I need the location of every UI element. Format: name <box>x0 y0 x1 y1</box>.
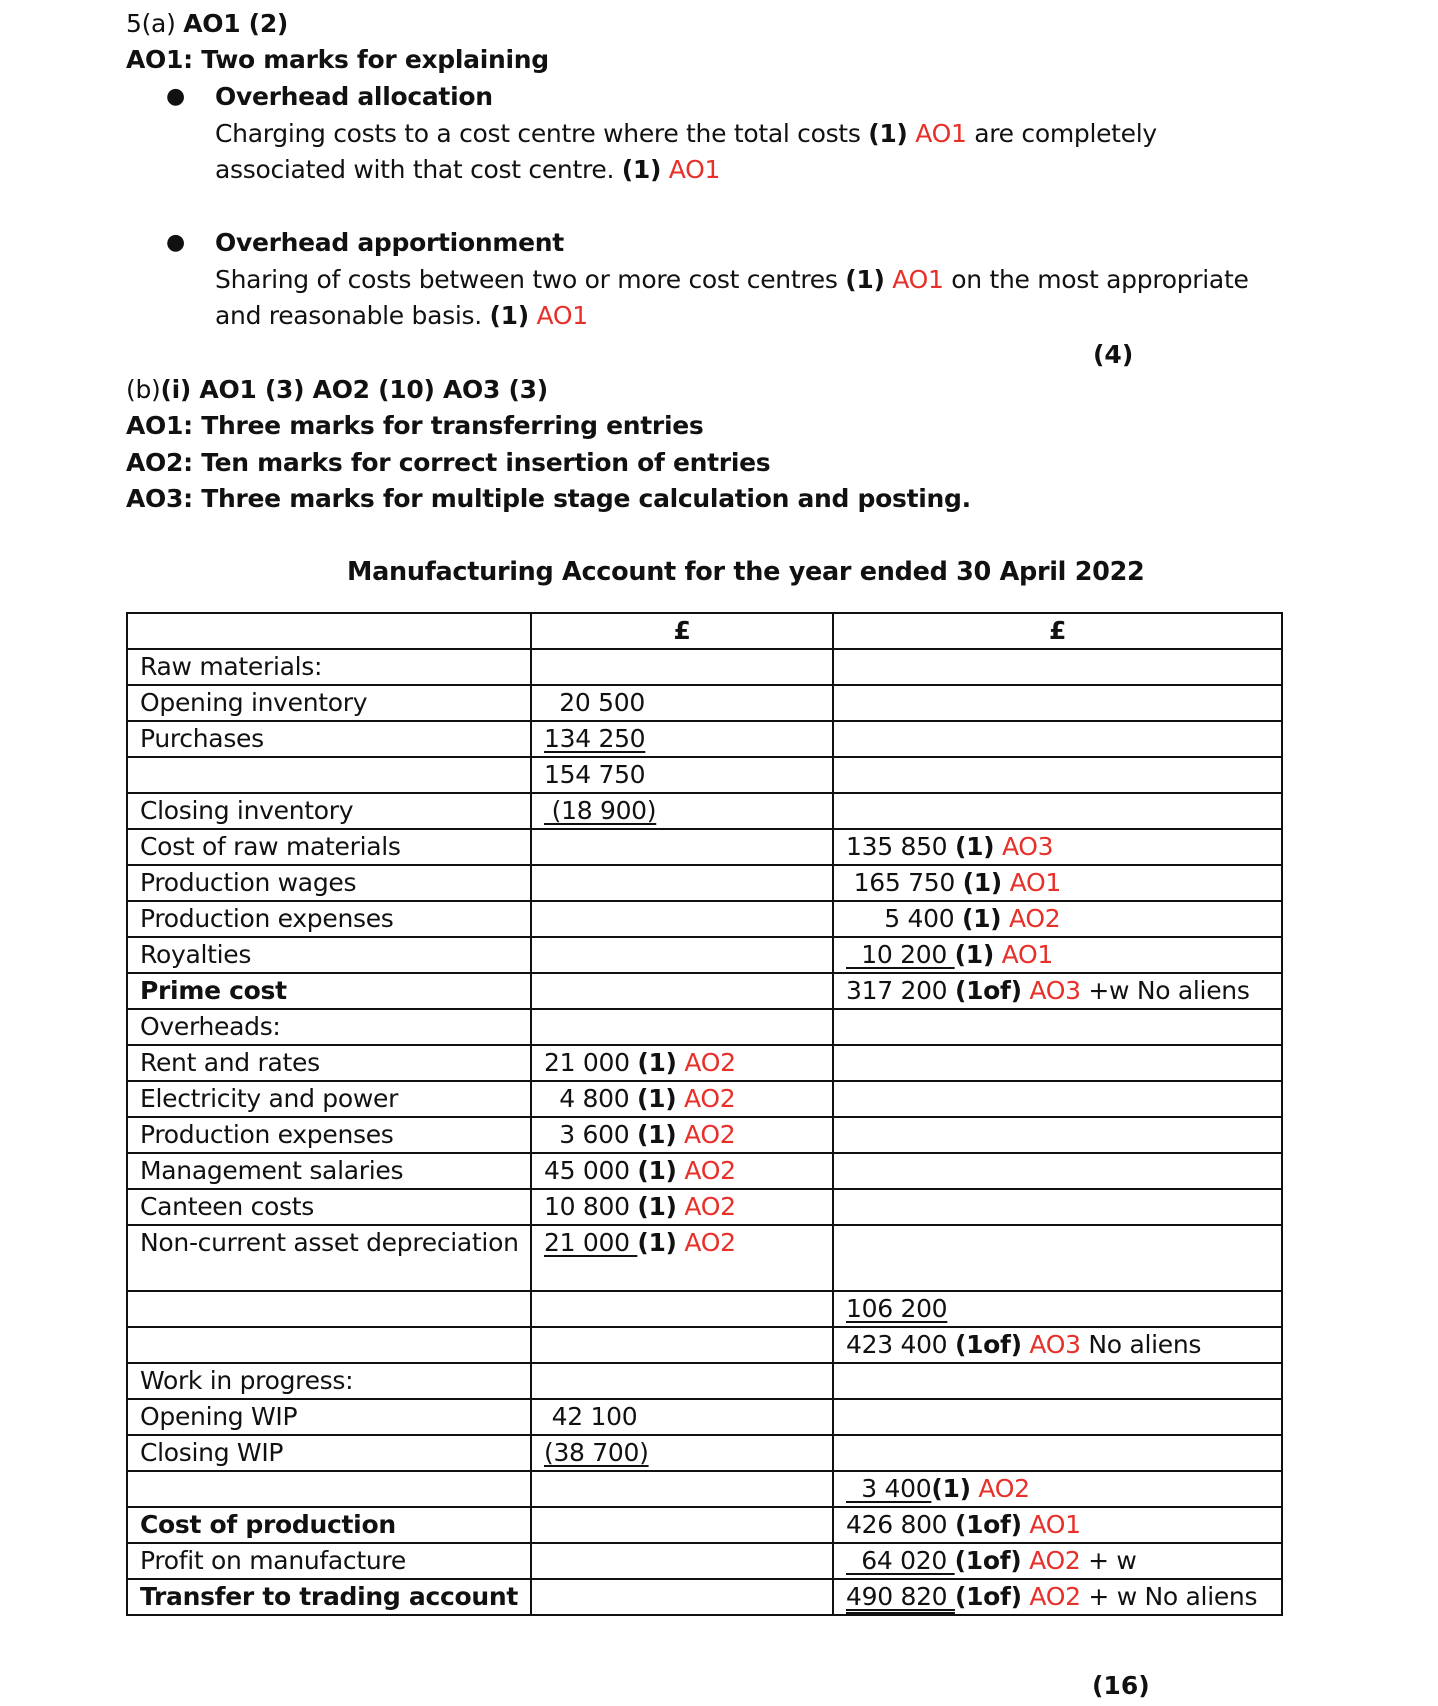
row-label <box>127 973 531 1009</box>
ao-label: AO2 <box>1001 904 1061 933</box>
part-b-heading <box>126 372 548 408</box>
part-a-total-marks: (4) <box>1093 340 1134 369</box>
row-label-text: Management salaries <box>140 1156 404 1185</box>
col2-amount-cell <box>531 1189 833 1225</box>
col3-amount-cell <box>833 1327 1282 1363</box>
amount: 21 000 <box>544 1048 638 1077</box>
table-row <box>127 1435 1282 1471</box>
col3-amount-cell <box>833 1543 1282 1579</box>
col2-amount-cell <box>531 937 833 973</box>
col2-amount-cell <box>531 1081 833 1117</box>
col3-amount-cell <box>833 865 1282 901</box>
table-row <box>127 865 1282 901</box>
mark: (1of) <box>954 1330 1022 1359</box>
col2-amount-cell <box>531 685 833 721</box>
col3-amount-cell <box>833 793 1282 829</box>
table-row <box>127 1045 1282 1081</box>
text: Charging costs to a cost centre where the total costs <box>215 119 869 148</box>
table-row <box>127 685 1282 721</box>
examiner-note: No aliens <box>1080 1330 1202 1359</box>
part-b-marks: (i) AO1 (3) AO2 (10) AO3 (3) <box>160 375 548 404</box>
col2-amount-cell <box>531 1543 833 1579</box>
col2-amount-cell <box>531 757 833 793</box>
col2-amount-cell <box>531 1117 833 1153</box>
table-row <box>127 1153 1282 1189</box>
row-label <box>127 865 531 901</box>
col3-amount-cell <box>833 721 1282 757</box>
mark: (1) <box>637 1156 677 1185</box>
col3-amount-cell <box>833 1081 1282 1117</box>
amount: 10 800 <box>544 1192 638 1221</box>
table-row <box>127 1363 1282 1399</box>
row-label-text: Closing inventory <box>140 796 354 825</box>
row-label <box>127 757 531 793</box>
amount: 490 820 <box>846 1582 955 1611</box>
col2-amount-cell <box>531 1579 833 1615</box>
mark: (1of) <box>954 976 1022 1005</box>
table-row <box>127 1291 1282 1327</box>
row-label-text: Royalties <box>140 940 252 969</box>
table-row <box>127 1543 1282 1579</box>
row-label <box>127 1291 531 1327</box>
table-row <box>127 1117 1282 1153</box>
col3-amount-cell <box>833 685 1282 721</box>
col3-amount-cell <box>833 1153 1282 1189</box>
text: associated with that cost centre. <box>215 155 622 184</box>
table-row <box>127 793 1282 829</box>
examiner-note: +w No aliens <box>1080 976 1250 1005</box>
amount: (38 700) <box>544 1438 649 1467</box>
ao-label: AO1 <box>668 155 721 184</box>
mark: (1) <box>845 265 885 294</box>
col3-amount-cell <box>833 1363 1282 1399</box>
row-label <box>127 1225 531 1291</box>
row-label-text: Production wages <box>140 868 357 897</box>
amount: 426 800 <box>846 1510 955 1539</box>
row-label <box>127 1009 531 1045</box>
ao-label: AO1 <box>993 940 1053 969</box>
part-b-prefix: (b) <box>126 375 161 404</box>
examiner-note: + w No aliens <box>1080 1582 1258 1611</box>
col2-amount-cell <box>531 1435 833 1471</box>
bullet-icon: ● <box>166 230 186 255</box>
col2-amount-cell <box>531 1399 833 1435</box>
table-row <box>127 973 1282 1009</box>
ao-label: AO2 <box>676 1228 736 1257</box>
row-label-text: Electricity and power <box>140 1084 399 1113</box>
col2-amount-cell <box>531 1327 833 1363</box>
row-label <box>127 1189 531 1225</box>
amount: 165 750 <box>846 868 963 897</box>
row-label-text: Rent and rates <box>140 1048 320 1077</box>
row-label <box>127 1471 531 1507</box>
text: on the most appropriate <box>943 265 1249 294</box>
table-row <box>127 1225 1282 1291</box>
text: and reasonable basis. <box>215 301 490 330</box>
col2-amount-cell <box>531 1225 833 1291</box>
table-row <box>127 649 1282 685</box>
amount: 134 250 <box>544 724 646 753</box>
row-label-text: Work in progress: <box>140 1366 354 1395</box>
col3-amount-cell <box>833 973 1282 1009</box>
row-label-text: Closing WIP <box>140 1438 284 1467</box>
header-currency-col2: £ <box>531 613 833 649</box>
ao-label: AO2 <box>676 1120 736 1149</box>
row-label <box>127 685 531 721</box>
ao-label: AO2 <box>1021 1546 1081 1575</box>
row-label-text: Profit on manufacture <box>140 1546 406 1575</box>
mark: (1of) <box>954 1510 1022 1539</box>
mark: (1) <box>637 1048 677 1077</box>
col3-amount-cell <box>833 1225 1282 1291</box>
ao-label: AO1 <box>915 119 967 148</box>
col2-amount-cell <box>531 1363 833 1399</box>
row-label <box>127 937 531 973</box>
col3-amount-cell <box>833 1579 1282 1615</box>
table-row <box>127 937 1282 973</box>
col3-amount-cell <box>833 757 1282 793</box>
bullet-icon: ● <box>166 84 186 109</box>
table-row <box>127 1399 1282 1435</box>
item-text-apportionment-line2 <box>215 298 588 334</box>
row-label-text: Opening WIP <box>140 1402 298 1431</box>
manufacturing-account-table <box>126 612 1283 1616</box>
amount: 4 800 <box>544 1084 638 1113</box>
ao-label: AO2 <box>676 1084 736 1113</box>
item-text-allocation-line1 <box>215 116 1157 152</box>
table-row <box>127 721 1282 757</box>
col3-amount-cell <box>833 937 1282 973</box>
item-title-allocation: Overhead allocation <box>215 82 493 111</box>
col3-amount-cell <box>833 901 1282 937</box>
ao-label: AO2 <box>970 1474 1030 1503</box>
examiner-note: + w <box>1080 1546 1137 1575</box>
mark: (1) <box>621 155 662 184</box>
amount: 3 600 <box>544 1120 638 1149</box>
table-row <box>127 1009 1282 1045</box>
amount: 423 400 <box>846 1330 955 1359</box>
col3-amount-cell <box>833 1117 1282 1153</box>
amount: 154 750 <box>544 760 646 789</box>
mark: (1) <box>962 868 1002 897</box>
amount: 21 000 <box>544 1228 638 1257</box>
col3-amount-cell <box>833 1507 1282 1543</box>
col3-amount-cell <box>833 1045 1282 1081</box>
item-text-apportionment-line1 <box>215 262 1249 298</box>
amount: 42 100 <box>544 1402 638 1431</box>
amount: 45 000 <box>544 1156 638 1185</box>
amount: 20 500 <box>544 688 645 717</box>
mark: (1) <box>637 1228 677 1257</box>
row-label-text: Purchases <box>140 724 264 753</box>
mark: (1) <box>637 1192 677 1221</box>
row-label-text: Cost of raw materials <box>140 832 401 861</box>
col3-amount-cell <box>833 1009 1282 1045</box>
col2-amount-cell <box>531 1045 833 1081</box>
col2-amount-cell <box>531 1507 833 1543</box>
row-label <box>127 721 531 757</box>
ao-label: AO1 <box>892 265 944 294</box>
col2-amount-cell <box>531 1009 833 1045</box>
col3-amount-cell <box>833 829 1282 865</box>
mark: (1) <box>961 904 1002 933</box>
table-row <box>127 901 1282 937</box>
col3-amount-cell <box>833 1399 1282 1435</box>
col3-amount-cell <box>833 1435 1282 1471</box>
row-label-text: Prime cost <box>140 976 287 1005</box>
criteria-ao3: AO3: Three marks for multiple stage calculation and posting. <box>126 484 971 513</box>
table-header-row <box>127 613 1282 649</box>
col2-amount-cell <box>531 829 833 865</box>
ao-label: AO2 <box>676 1192 736 1221</box>
mark: (1of) <box>954 1582 1022 1611</box>
row-label-text: Production expenses <box>140 1120 394 1149</box>
table-row <box>127 829 1282 865</box>
row-label-text: Cost of production <box>140 1510 396 1539</box>
table-row <box>127 1471 1282 1507</box>
mark: (1) <box>931 1474 971 1503</box>
col2-amount-cell <box>531 865 833 901</box>
col2-amount-cell <box>531 973 833 1009</box>
row-label <box>127 1117 531 1153</box>
row-label <box>127 1507 531 1543</box>
mark: (1of) <box>954 1546 1022 1575</box>
ao-label: AO1 <box>1001 868 1061 897</box>
mark: (1) <box>489 301 529 330</box>
col2-amount-cell <box>531 1471 833 1507</box>
part-a-prefix: 5(a) <box>126 9 184 38</box>
amount: (18 900) <box>544 796 657 825</box>
part-a-marks: AO1 (2) <box>183 9 289 38</box>
mark: (1) <box>637 1084 677 1113</box>
mark: (1) <box>868 119 908 148</box>
ao-label: AO3 <box>1021 1330 1081 1359</box>
criteria-ao1: AO1: Three marks for transferring entries <box>126 411 704 440</box>
row-label <box>127 1327 531 1363</box>
ao-label: AO3 <box>1021 976 1081 1005</box>
col2-amount-cell <box>531 1153 833 1189</box>
ao-label: AO2 <box>676 1156 736 1185</box>
amount: 106 200 <box>846 1294 948 1323</box>
row-label-text: Production expenses <box>140 904 394 933</box>
ao-label: AO2 <box>676 1048 736 1077</box>
col3-amount-cell <box>833 1471 1282 1507</box>
table-row <box>127 1507 1282 1543</box>
criteria-ao2: AO2: Ten marks for correct insertion of entries <box>126 448 771 477</box>
table-row <box>127 1081 1282 1117</box>
part-b-total-marks: (16) <box>1092 1671 1150 1700</box>
text: are completely <box>966 119 1157 148</box>
row-label <box>127 1153 531 1189</box>
table-row <box>127 1189 1282 1225</box>
table-row <box>127 757 1282 793</box>
table-row <box>127 1579 1282 1615</box>
col3-amount-cell <box>833 1291 1282 1327</box>
amount: 64 020 <box>846 1546 955 1575</box>
row-label-text: Non-current asset depreciation <box>140 1228 519 1257</box>
ao-label: AO3 <box>994 832 1054 861</box>
item-text-allocation-line2 <box>215 152 720 188</box>
row-label-text: Opening inventory <box>140 688 368 717</box>
row-label <box>127 1543 531 1579</box>
row-label <box>127 649 531 685</box>
col2-amount-cell <box>531 649 833 685</box>
header-blank <box>127 613 531 649</box>
col2-amount-cell <box>531 901 833 937</box>
col2-amount-cell <box>531 1291 833 1327</box>
row-label <box>127 1081 531 1117</box>
mark: (1) <box>637 1120 677 1149</box>
row-label <box>127 829 531 865</box>
item-title-apportionment: Overhead apportionment <box>215 228 564 257</box>
text: Sharing of costs between two or more cost centres <box>215 265 846 294</box>
amount: 317 200 <box>846 976 955 1005</box>
col2-amount-cell <box>531 721 833 757</box>
mark: (1) <box>954 940 994 969</box>
amount: 3 400 <box>846 1474 932 1503</box>
mark: (1) <box>954 832 995 861</box>
amount: 135 850 <box>846 832 955 861</box>
col2-amount-cell <box>531 793 833 829</box>
row-label <box>127 901 531 937</box>
amount: 5 400 <box>846 904 962 933</box>
row-label <box>127 1045 531 1081</box>
row-label <box>127 1399 531 1435</box>
header-currency-col3: £ <box>833 613 1282 649</box>
col3-amount-cell <box>833 649 1282 685</box>
ao-label: AO1 <box>1021 1510 1081 1539</box>
row-label <box>127 793 531 829</box>
row-label-text: Transfer to trading account <box>140 1582 519 1611</box>
row-label <box>127 1435 531 1471</box>
ao-label: AO1 <box>536 301 588 330</box>
ao-label: AO2 <box>1021 1582 1081 1611</box>
row-label-text: Raw materials: <box>140 652 323 681</box>
part-a-heading <box>126 6 288 42</box>
col3-amount-cell <box>833 1189 1282 1225</box>
table-row <box>127 1327 1282 1363</box>
amount: 10 200 <box>846 940 955 969</box>
part-a-subheading: AO1: Two marks for explaining <box>126 45 549 74</box>
row-label <box>127 1579 531 1615</box>
row-label-text: Canteen costs <box>140 1192 314 1221</box>
row-label-text: Overheads: <box>140 1012 281 1041</box>
table-title: Manufacturing Account for the year ended 30 April 2022 <box>347 557 1145 587</box>
row-label <box>127 1363 531 1399</box>
